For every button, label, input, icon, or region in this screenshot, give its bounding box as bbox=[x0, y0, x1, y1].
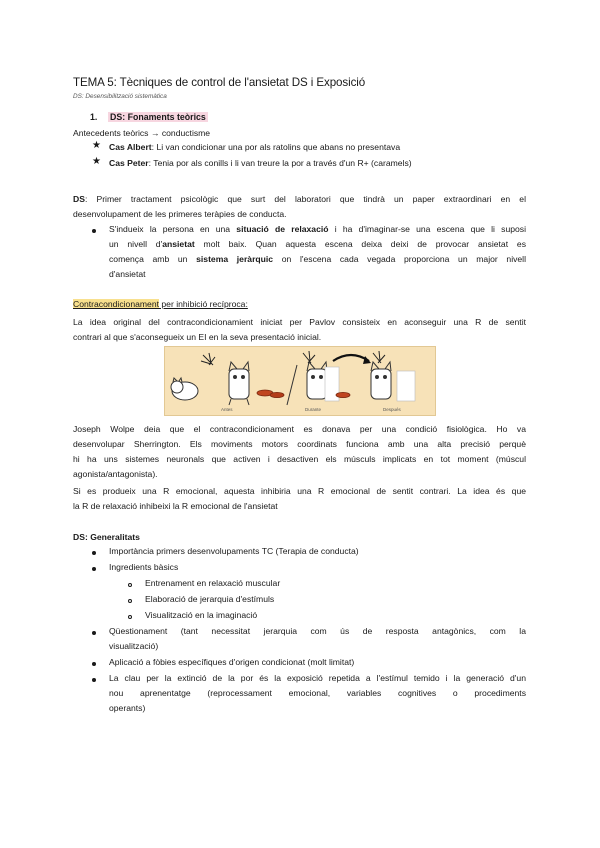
bullet-dot-icon bbox=[92, 551, 96, 555]
startled-cat-icon bbox=[307, 362, 327, 399]
generalitats-subitem: Elaboració de jerarquia d'estímuls bbox=[145, 594, 275, 604]
generalitats-subitem: Visualització en la imaginació bbox=[145, 610, 258, 620]
wolpe-line-3: hi ha uns sistemes neuronals que activen i desactiven els músculs implicats en tot moment (múscul bbox=[73, 454, 526, 464]
contra-line-1: La idea original del contracondicionamient iniciat per Pavlov consisteix en aconseguir una R de sentit bbox=[73, 317, 526, 327]
figure-caption: Durante bbox=[305, 407, 322, 412]
wolpe-line-6: la R de relaxació inhibeixi la R emocional de l'ansietat bbox=[73, 501, 278, 511]
case-albert: Cas Albert: Li van condicionar una por als ratolins que abans no presentava bbox=[109, 142, 401, 152]
generalitats-heading: DS: Generalitats bbox=[73, 532, 140, 542]
wolpe-line-1: Joseph Wolpe deia que el contracondicionament es donava per una condició fisiològica. Ho va bbox=[73, 424, 526, 434]
spark-icon bbox=[201, 353, 215, 365]
sub-bullet-circle-icon bbox=[128, 599, 132, 603]
startled-cat-icon bbox=[229, 362, 249, 405]
sub-bullet-circle-icon bbox=[128, 583, 132, 587]
star-bullet-icon: ★ bbox=[92, 156, 101, 167]
generalitats-item: La clau per la extinció de la por és la exposició repetida a l'estímul temido i la generació d'un bbox=[109, 673, 526, 683]
generalitats-item: Qüestionament (tant necessitat jerarquia com ús de resposta antagònics, com la bbox=[109, 626, 526, 636]
bullet-dot-icon bbox=[92, 678, 96, 682]
conditioning-figure bbox=[164, 346, 436, 416]
section-heading-1 bbox=[90, 112, 208, 122]
figure-caption: Después bbox=[383, 407, 401, 412]
bullet-dot-icon bbox=[92, 229, 96, 233]
cat-illustration bbox=[165, 347, 435, 415]
wolpe-line-5: Si es produeix una R emocional, aquesta inhibiria una R emocional de sentit contrari. La idea és que bbox=[73, 486, 526, 496]
sleeping-cat-icon bbox=[171, 378, 198, 400]
ds-paragraph-line-2: desenvolupament de les primeres teràpies de conducta. bbox=[73, 209, 287, 219]
spark-icon bbox=[303, 351, 315, 363]
generalitats-item: Ingredients bàsics bbox=[109, 562, 179, 572]
page-subtitle: DS: Desensibilització sistemàtica bbox=[73, 93, 167, 100]
generalitats-item: Importància primers desenvolupaments TC (Terapia de conducta) bbox=[109, 546, 359, 556]
section-number: 1. bbox=[90, 112, 98, 122]
bullet-dot-icon bbox=[92, 662, 96, 666]
wolpe-line-2: desenvolupar Sherrington. Els moviments motors coordinats funciona amb una alta precisió perquè bbox=[73, 439, 526, 449]
ds-bullet-line-3: comença amb un sistema jeràrquic on l'escena cada vegada proporciona un major nivell bbox=[109, 254, 526, 264]
ds-bullet-line-1: S'indueix la persona en una situació de relaxació i ha d'imaginar-se una escena que li suposi bbox=[109, 224, 527, 234]
spark-icon bbox=[373, 351, 385, 363]
contra-line-2: contrari al que s'aconsegueix un EI en la seva presentació inicial. bbox=[73, 332, 322, 342]
generalitats-item-cont: operants) bbox=[109, 703, 146, 713]
divider-line bbox=[287, 365, 297, 405]
generalitats-item: Aplicació a fòbies específiques d'origen condicionat (molt limitat) bbox=[109, 657, 355, 667]
ds-bullet-line-2: un nivell d'ansietat molt baix. Quan aquesta escena deixa deixi de provocar ansietat es bbox=[109, 239, 526, 249]
generalitats-item-cont: visualització) bbox=[109, 641, 159, 651]
curved-arrow-icon bbox=[333, 355, 369, 361]
generalitats-item-cont: nou aprenentatge (reprocessament emocional, variables cognitives o procediments bbox=[109, 688, 526, 698]
page-title: TEMA 5: Tècniques de control de l'ansietat DS i Exposició bbox=[73, 76, 366, 89]
wolpe-line-4: agonista/antagonista). bbox=[73, 469, 158, 479]
section-heading-text: DS: Fonaments teòrics bbox=[110, 112, 206, 122]
food-icon bbox=[257, 390, 284, 398]
sub-bullet-circle-icon bbox=[128, 615, 132, 619]
bullet-dot-icon bbox=[92, 567, 96, 571]
star-bullet-icon: ★ bbox=[92, 140, 101, 151]
ds-bullet-line-4: d'ansietat bbox=[109, 269, 146, 279]
contra-heading: Contracondicionament per inhibició recíproca: bbox=[73, 299, 248, 309]
antecedents-line: Antecedents teòrics → conductisme bbox=[73, 128, 211, 138]
case-peter: Cas Peter: Tenia por als conills i li van treure la por a través d'un R+ (caramels) bbox=[109, 158, 412, 168]
calm-cat-icon bbox=[371, 362, 391, 399]
generalitats-subitem: Entrenament en relaxació muscular bbox=[145, 578, 281, 588]
food-icon bbox=[336, 392, 350, 397]
figure-caption: Antes bbox=[221, 407, 233, 412]
ds-paragraph-line-1: DS: Primer tractament psicològic que surt del laboratori que tindrà un paper extraordinari en el bbox=[73, 194, 526, 204]
bullet-dot-icon bbox=[92, 631, 96, 635]
